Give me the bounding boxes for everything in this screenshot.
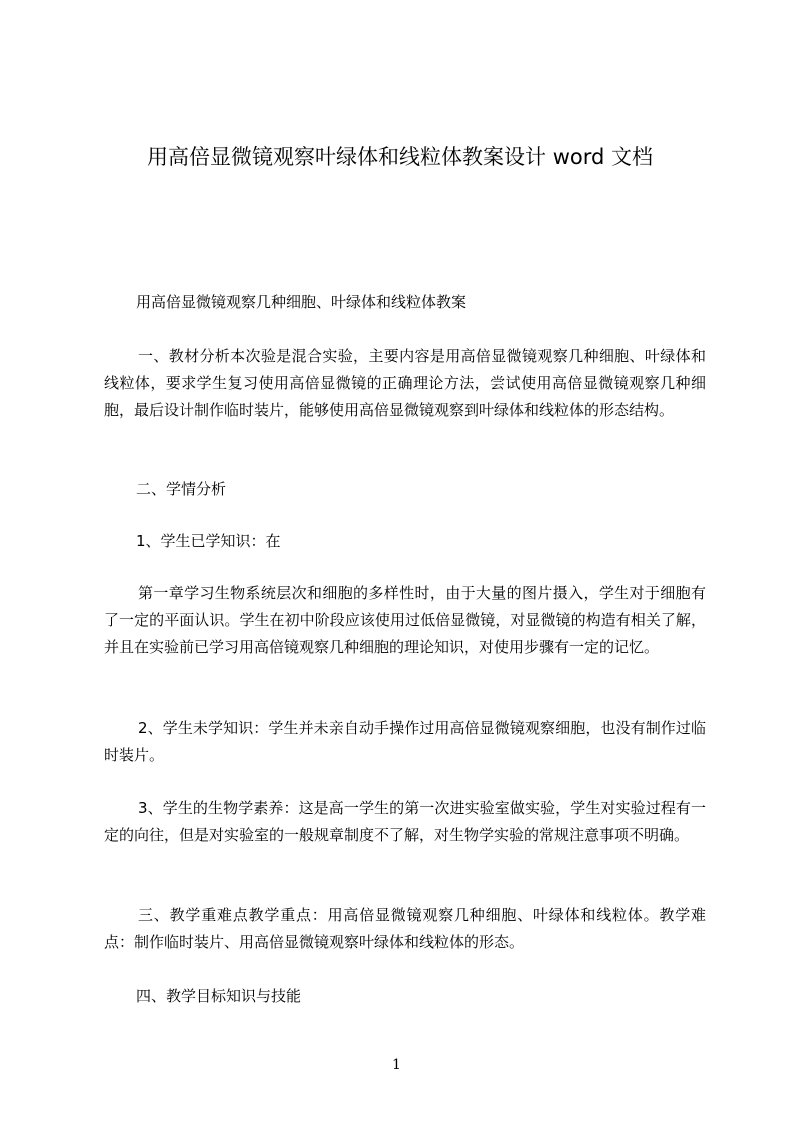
page-number: 1 [392,1057,401,1073]
section-2-2-paragraph: 2、学生未学知识：学生并未亲自动手操作过用高倍显微镜观察细胞，也没有制作过临时装片。 [104,719,706,764]
section-4-heading: 四、教学目标知识与技能 [136,987,302,1005]
section-1-paragraph: 一、教材分析本次验是混合实验，主要内容是用高倍显微镜观察几种细胞、叶绿体和线粒体，要求学生复习使用高倍显微镜的正确理论方法，尝试使用高倍显微镜观察几种细胞，最后设计制作临时装片，能够使用高倍显微镜观察到叶绿体和线粒体的形态结构。 [104,347,706,419]
section-2-1-paragraph: 第一章学习生物系统层次和细胞的多样性时，由于大量的图片摄入，学生对于细胞有了一定的平面认识。学生在初中阶段应该使用过低倍显微镜，对显微镜的构造有相关了解，并且在实验前已学习用高倍镜观察几种细胞的理论知识，对使用步骤有一定的记忆。 [104,584,706,656]
section-2-1-heading: 1、学生已学知识：在 [136,532,281,550]
section-3-paragraph: 三、教学重难点教学重点：用高倍显微镜观察几种细胞、叶绿体和线粒体。教学难点：制作临时装片、用高倍显微镜观察叶绿体和线粒体的形态。 [104,906,706,951]
section-2-heading: 二、学情分析 [136,480,227,498]
document-title: 用高倍显微镜观察叶绿体和线粒体教案设计 word 文档 [147,145,653,169]
document-subtitle: 用高倍显微镜观察几种细胞、叶绿体和线粒体教案 [136,293,467,311]
section-2-3-paragraph: 3、学生的生物学素养：这是高一学生的第一次进实验室做实验，学生对实验过程有一定的向往，但是对实验室的一般规章制度不了解，对生物学实验的常规注意事项不明确。 [104,799,706,844]
